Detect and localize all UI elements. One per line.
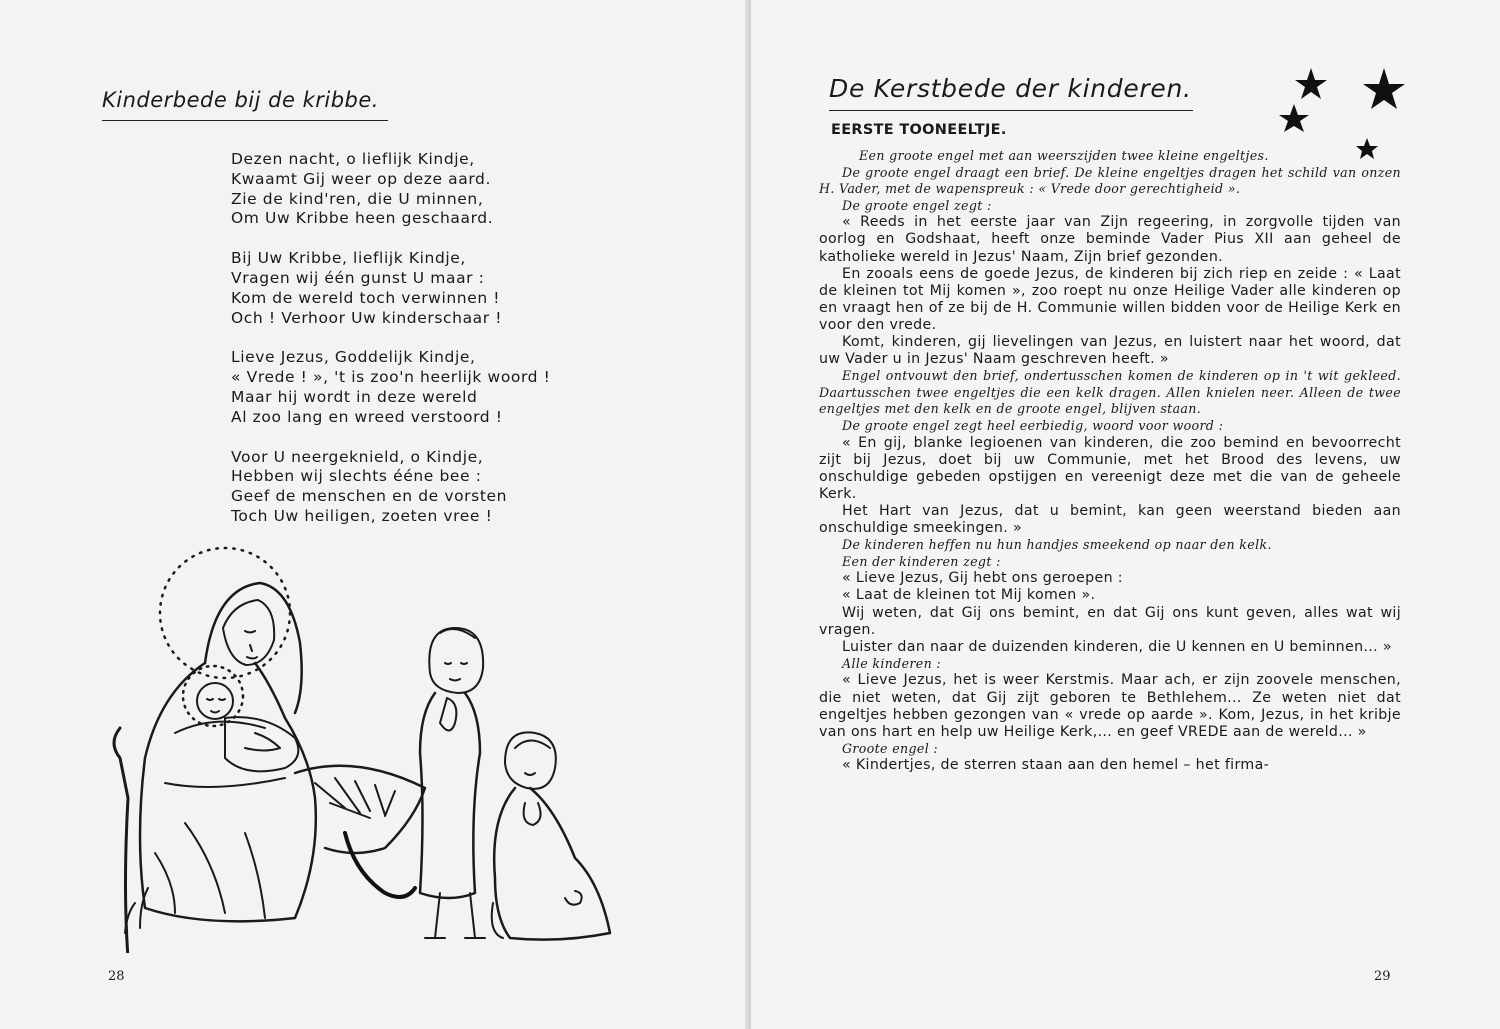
poem-line: Maar hij wordt in deze wereld: [231, 387, 478, 406]
stage-direction: Een groote engel met aan weerszijden twee kleine engeltjes.: [859, 148, 1269, 163]
dialogue-paragraph: « Lieve Jezus, Gij hebt ons geroepen :: [842, 570, 1123, 587]
scene-heading: EERSTE TOONEELTJE.: [831, 122, 1007, 138]
poem-line: Kom de wereld toch verwinnen !: [231, 288, 501, 307]
poem-line: Dezen nacht, o lieflijk Kindje,: [231, 150, 475, 168]
stage-direction: Een der kinderen zegt :: [842, 553, 1001, 569]
dialogue-paragraph: « Laat de kleinen tot Mij komen ».: [842, 587, 1096, 604]
poem-line: Zie de kind'ren, die U minnen,: [231, 189, 484, 208]
stage-direction: De groote engel zegt heel eerbiedig, woord voor woord :: [842, 418, 1224, 433]
stage-direction: De groote engel draagt een brief. De kleine engeltjes dragen het schild van onzen H. Vader, met de wapenspreuk : « Vrede door gerechtigheid ».: [819, 164, 1401, 197]
poem-line: Kwaamt Gij weer op deze aard.: [231, 169, 492, 188]
poem-title: Kinderbede bij de kribbe.: [102, 88, 379, 112]
page-number: 28: [108, 969, 125, 984]
stage-direction: De groote engel zegt :: [842, 197, 992, 213]
left-page: [0, 0, 749, 1029]
dialogue-paragraph: Komt, kinderen, gij lievelingen van Jezus, en luistert naar het woord, dat uw Vader u in Jezus' Naam geschreven heeft. »: [819, 334, 1401, 368]
poem-line: Och ! Verhoor Uw kinderschaar !: [231, 308, 503, 327]
stage-direction: Engel ontvouwt den brief, ondertusschen komen de kinderen op in 't wit gekleed. Daartusschen twee engeltjes die een kelk dragen. Allen knielen neer. Alleen de twee engeltjes met den kelk en de groote engel, blijven staan.: [819, 368, 1401, 417]
poem-line: Hebben wij slechts éénе bee :: [231, 467, 482, 486]
title-underline: [829, 110, 1193, 111]
dialogue-paragraph: En zooals eens de goede Jezus, de kinderen bij zich riep en zeide : « Laat de kleinen tot Mij komen », zoo roept nu onze Heilige Vader alle kinderen op en vraagt hen of ze bij de H. Communie willen bidden voor de Heilige Kerk en voor den vrede.: [819, 265, 1401, 333]
poem-line: Vragen wij één gunst U maar :: [231, 268, 485, 287]
poem: [231, 150, 550, 547]
title-underline: [102, 120, 388, 121]
page-number: 29: [1374, 969, 1391, 984]
stanza: [231, 249, 550, 328]
dialogue-paragraph: Luister dan naar de duizenden kinderen, die U kennen en U beminnen... »: [842, 638, 1392, 655]
dialogue-paragraph: « Reeds in het eerste jaar van Zijn regeering, in zorgvolle tijden van oorlog en Godshaat, heeft onze beminde Vader Pius XII aan geheel de katholieke wereld in Jezus' Naam, Zijn brief gezonden.: [819, 214, 1401, 265]
poem-line: Al zoo lang en wreed verstoord !: [231, 407, 503, 426]
dialogue-paragraph: Wij weten, dat Gij ons bemint, en dat Gij ons kunt geven, alles wat wij vragen.: [819, 604, 1401, 638]
nativity-illustration: [95, 533, 655, 953]
poem-line: Om Uw Kribbe heen geschaard.: [231, 209, 494, 228]
right-page: [751, 0, 1500, 1029]
play-title: De Kerstbede der kinderen.: [829, 74, 1192, 103]
poem-line: Geef de menschen en de vorsten: [231, 487, 508, 506]
dialogue-paragraph: « Kindertjes, de sterren staan aan den hemel – het firma-: [842, 757, 1270, 774]
stanza: [231, 150, 550, 229]
dialogue-paragraph: « En gij, blanke legioenen van kinderen, die zoo bemind en bevoorrecht zijt bij Jezus, doet bij uw Communie, met het Brood des levens, uw onschuldige gebeden opstijgen en vereenigt deze met die van de geheele Kerk.: [819, 434, 1401, 502]
stage-direction: Groote engel :: [842, 740, 939, 756]
poem-line: Lieve Jezus, Goddelijk Kindje,: [231, 348, 476, 367]
stanza: [231, 348, 550, 427]
stage-direction: De kinderen heffen nu hun handjes smeekend op naar den kelk.: [842, 537, 1272, 553]
poem-line: Voor U neergeknield, o Kindje,: [231, 447, 484, 466]
poem-line: Toch Uw heiligen, zoeten vree !: [231, 506, 493, 525]
dialogue-paragraph: « Lieve Jezus, het is weer Kerstmis. Maar ach, er zijn zoovele menschen, die niet weten, dat Gij zijt geboren te Bethlehem... Ze weten niet dat engeltjes hebben gezongen van « vrede op aarde ». Kom, Jezus, in het kribje van ons hart en help uw Heilige Kerk,... en geef VREDE aan de wereld... »: [819, 672, 1401, 740]
poem-line: « Vrede ! », 't is zoo'n heerlijk woord !: [231, 368, 551, 387]
play-text: [819, 148, 1401, 774]
dialogue-paragraph: Het Hart van Jezus, dat u bemint, kan geen weerstand bieden aan onschuldige smeekingen. »: [819, 502, 1401, 537]
stanza: [231, 448, 550, 527]
poem-line: Bij Uw Kribbe, lieflijk Kindje,: [231, 249, 466, 268]
stage-direction: Alle kinderen :: [842, 655, 941, 671]
